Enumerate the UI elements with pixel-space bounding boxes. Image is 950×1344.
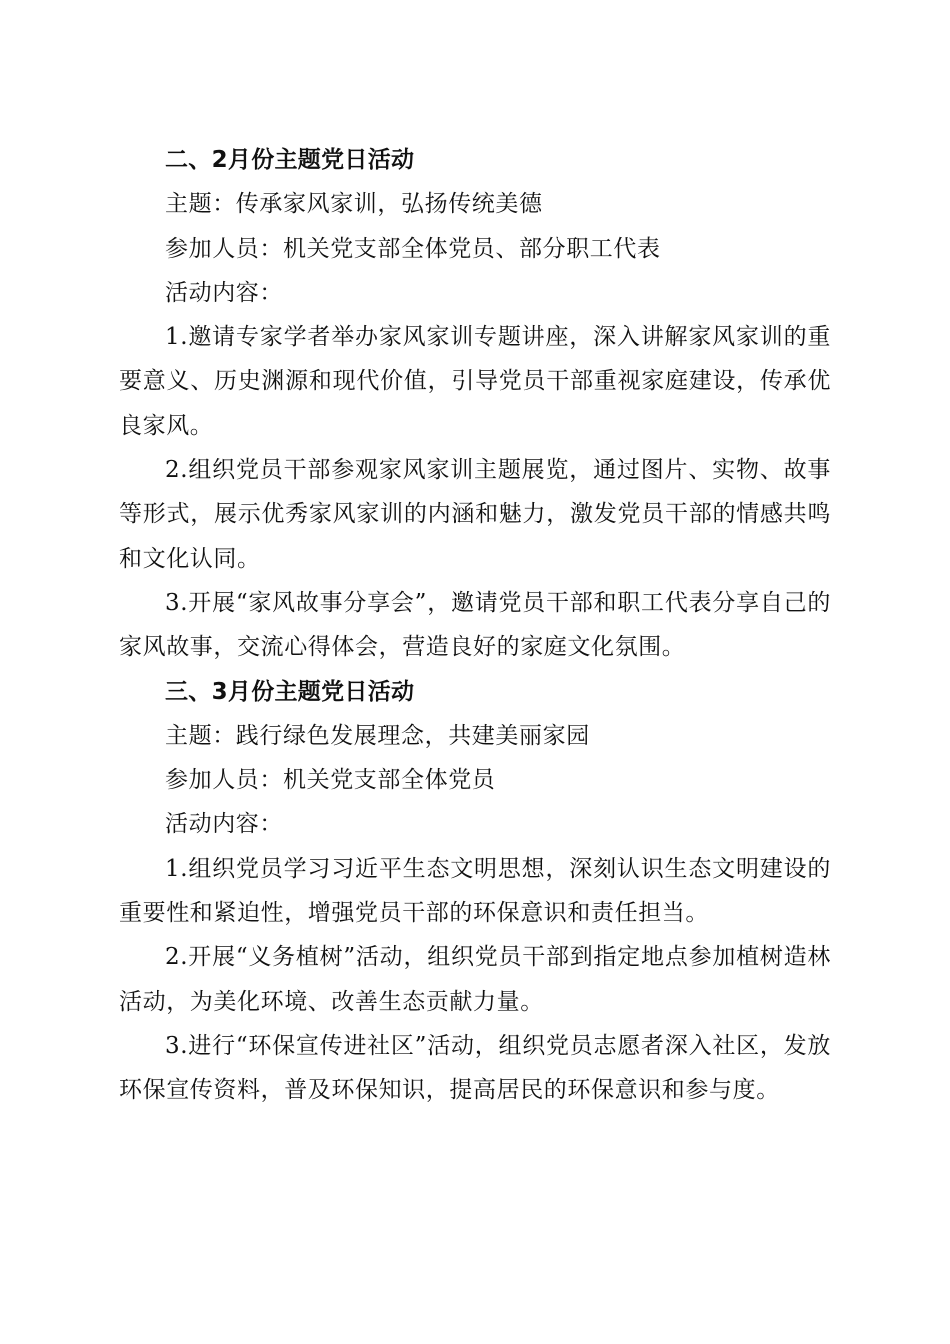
section-3-item-2: 2.开展“义务植树”活动，组织党员干部到指定地点参加植树造林活动，为美化环境、改善生态贡献力量。 — [119, 944, 831, 1015]
section-2-heading: 二、2月份主题党日活动 — [165, 147, 415, 173]
section-3-item-1: 1.组织党员学习习近平生态文明思想，深刻认识生态文明建设的重要性和紧迫性，增强党员干部的环保意识和责任担当。 — [119, 855, 831, 927]
section-2-item-3: 3.开展“家风故事分享会”，邀请党员干部和职工代表分享自己的家风故事，交流心得体会，营造良好的家庭文化氛围。 — [119, 589, 831, 661]
section-3-theme: 主题：践行绿色发展理念，共建美丽家园 — [165, 722, 590, 749]
section-2-content-label: 活动内容： — [165, 279, 283, 306]
section-3-heading: 三、3月份主题党日活动 — [165, 678, 415, 705]
section-2-theme: 主题：传承家风家训，弘扬传统美德 — [165, 191, 543, 218]
section-2-item-2: 2.组织党员干部参观家风家训主题展览，通过图片、实物、故事等形式，展示优秀家风家训的内涵和魅力，激发党员干部的情感共鸣和文化认同。 — [119, 457, 831, 572]
section-3-participants: 参加人员：机关党支部全体党员 — [165, 767, 496, 794]
section-3-content-label: 活动内容： — [165, 811, 283, 838]
section-2-participants: 参加人员：机关党支部全体党员、部分职工代表 — [165, 235, 661, 262]
section-2-item-1: 1.邀请专家学者举办家风家训专题讲座，深入讲解家风家训的重要意义、历史渊源和现代价值，引导党员干部重视家庭建设，传承优良家风。 — [119, 324, 831, 439]
document-page — [119, 138, 831, 1113]
section-3-item-3: 3.进行“环保宣传进社区”活动，组织党员志愿者深入社区，发放环保宣传资料，普及环保知识，提高居民的环保意识和参与度。 — [119, 1032, 831, 1104]
